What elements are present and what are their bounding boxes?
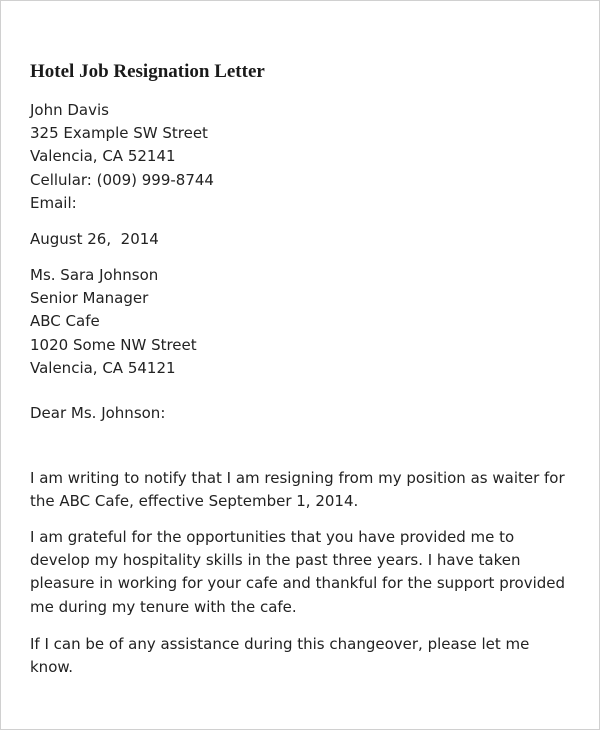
sender-cellular: Cellular: (009) 999-8744 [30, 170, 214, 189]
body-paragraph-2: I am grateful for the opportunities that you have provided me to develop my hospitality skills in the past three years. I have taken pleasure in working for your cafe and thankful for the support provided me during my tenure with the cafe. [30, 528, 566, 616]
salutation: Dear Ms. Johnson: [30, 404, 166, 422]
recipient-company: ABC Cafe [30, 312, 100, 331]
recipient-address-block [30, 264, 197, 380]
sender-email: Email: [30, 193, 77, 212]
recipient-name: Ms. Sara Johnson [30, 266, 159, 284]
sender-name: John Davis [30, 101, 109, 119]
recipient-city: Valencia, CA 54121 [30, 358, 176, 377]
sender-address-block [30, 99, 214, 215]
letter-date: August 26, 2014 [30, 230, 159, 248]
letter-date-block [30, 228, 159, 251]
sender-street: 325 Example SW Street [30, 124, 208, 143]
sender-city: Valencia, CA 52141 [30, 147, 176, 166]
letter-title: Hotel Job Resignation Letter [30, 61, 265, 82]
body-paragraph-1: I am writing to notify that I am resigning from my position as waiter for the ABC Cafe, effective September 1, 2014. [30, 469, 565, 511]
recipient-street: 1020 Some NW Street [30, 335, 197, 354]
body-paragraph-3: If I can be of any assistance during this changeover, please let me know. [30, 635, 530, 677]
recipient-position: Senior Manager [30, 289, 149, 308]
